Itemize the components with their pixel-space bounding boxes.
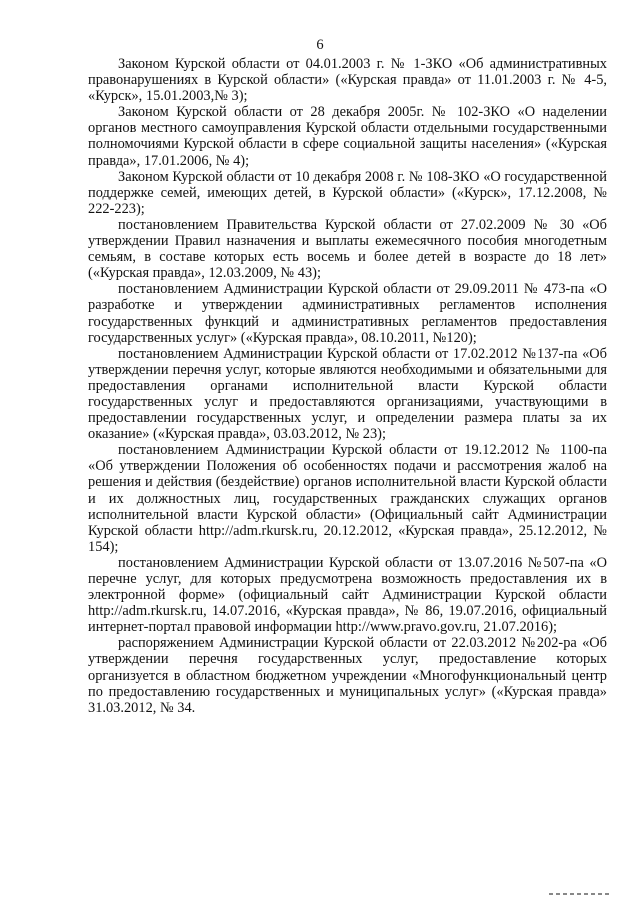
paragraph-resolution-administrative-regulations: постановлением Администрации Курской области от 29.09.2011 № 473-па «О разработке и утверждении административных регламентов исполнения государственных функций и административных регламентов предоставления государственных услуг» («Курская правда», 08.10.2011, №120); (88, 281, 607, 346)
paragraph-resolution-electronic-services: постановлением Администрации Курской области от 13.07.2016 №507-па «О перечне услуг, для которых предусмотрена возможность предоставления их в электронной форме» (официальный сайт Администрации Курской области http://adm.rkursk.ru, 14.07.2016, «Курская правда», № 86, 19.07.2016, официальный интернет-портал правовой информации http://www.pravo.gov.ru, 21.07.2016); (88, 554, 607, 636)
paragraph-resolution-complaints: постановлением Администрации Курской области от 19.12.2012 № 1100-па «Об утверждении Положения об особенностях подачи и рассмотрения жалоб на решения и действия (бездействие) органов исполнительной власти Курской области и их должностных лиц, государственных гражданских служащих органов исполнительной власти Курской области» (Официальный сайт Администрации Курской области http://adm.rkursk.ru, 20.12.2012, «Курская правда», 25.12.2012, № 154); (88, 442, 607, 555)
paragraph-law-family-support: Законом Курской области от 10 декабря 2008 г. № 108-ЗКО «О государственной поддержке семей, имеющих детей, в Курской области» («Курск», 17.12.2008, № 222-223); (88, 168, 607, 217)
paragraph-resolution-services-list: постановлением Администрации Курской области от 17.02.2012 №137-па «Об утверждении перечня услуг, которые являются необходимыми и обязательными для предоставления органами исполнительной власти Курской области государственных услуг и предоставляются организациями, участвующими в предоставлении государственных услуг, и определении размера платы за их оказание» («Курская правда», 03.03.2012, № 23); (88, 345, 607, 443)
page-number: 6 (316, 37, 324, 53)
scan-artifact-mark (549, 893, 609, 895)
paragraph-law-administrative-offenses: Законом Курской области от 04.01.2003 г. № 1-ЗКО «Об административных правонарушениях в Курской области» («Курская правда» от 11.01.2003 г. № 4-5, «Курск», 15.01.2003,№ 3); (88, 56, 607, 105)
paragraph-resolution-large-families-allowance: постановлением Правительства Курской области от 27.02.2009 № 30 «Об утверждении Правил назначения и выплаты ежемесячного пособия многодетным семьям, в составе которых есть восемь и более детей в возрасте до 18 лет» («Курская правда», 12.03.2009, № 43); (88, 216, 607, 282)
paragraph-law-local-self-government: Законом Курской области от 28 декабря 2005г. № 102-ЗКО «О наделении органов местного самоуправления Курской области отдельными государственными полномочиями Курской области в сфере социальной защиты населения» («Курская правда», 17.01.2006, № 4); (88, 104, 607, 169)
document-body (88, 56, 607, 716)
paragraph-order-mfc-services: распоряжением Администрации Курской области от 22.03.2012 №202-ра «Об утверждении перечня государственных услуг, предоставление которых организуется в областном бюджетном учреждении «Многофункциональный центр по предоставлению государственных и муниципальных услуг» («Курская правда» 31.03.2012, № 34. (88, 635, 607, 716)
